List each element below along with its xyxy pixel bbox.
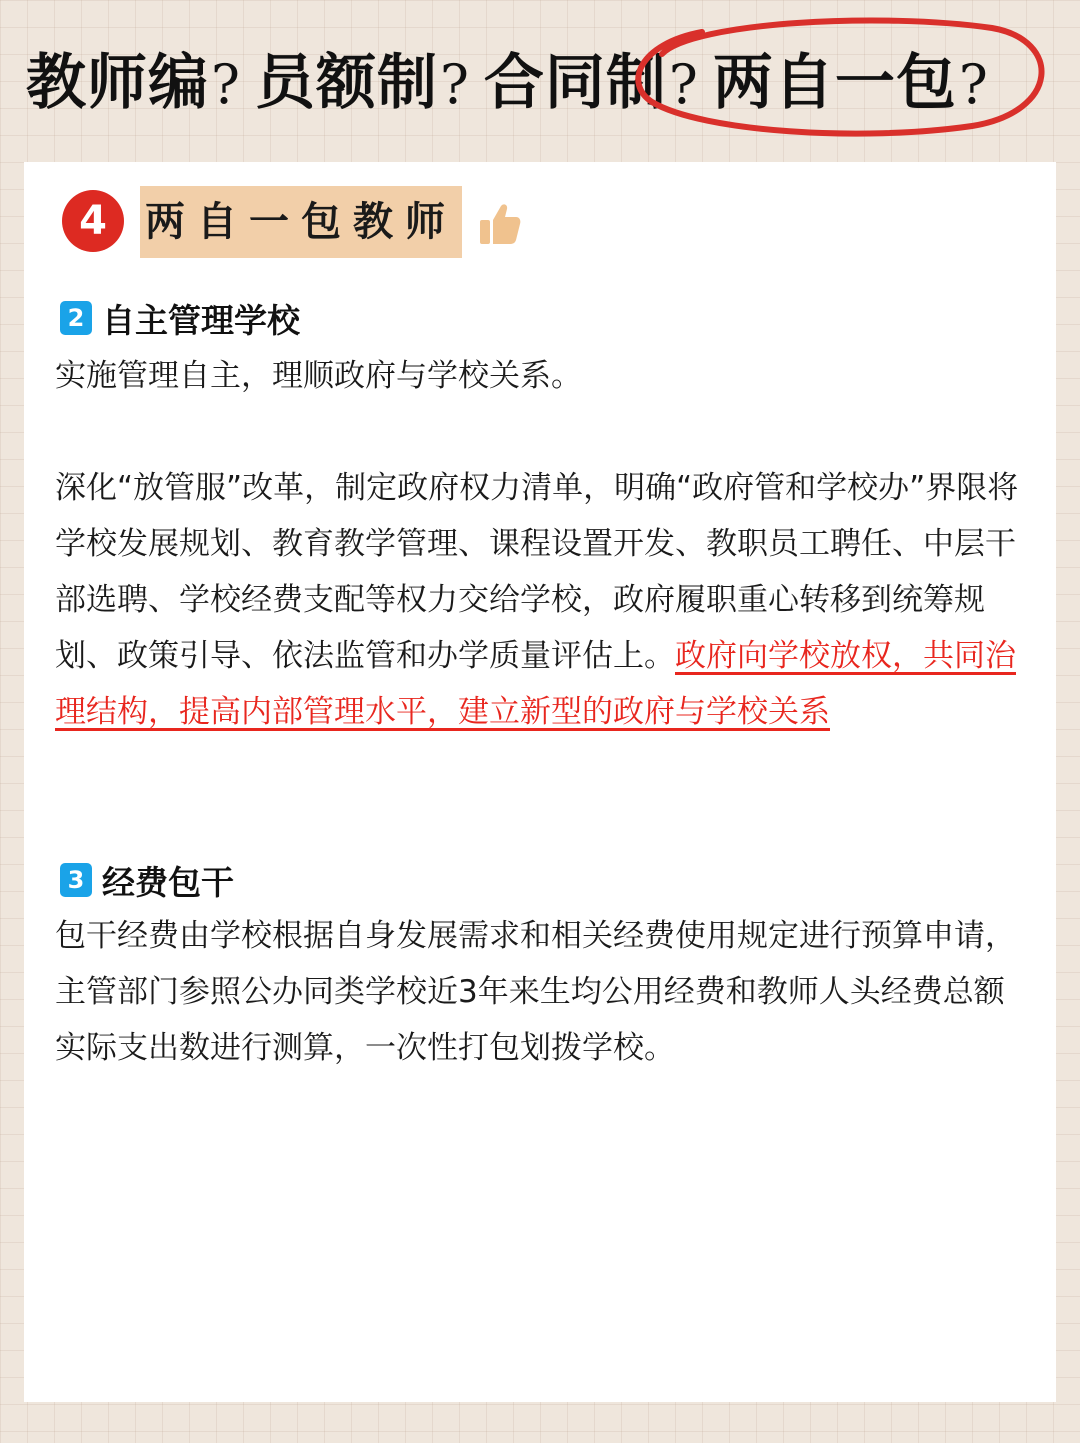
section-number-badge: 4 <box>62 190 124 252</box>
headline-segment: 员额制? <box>254 48 470 118</box>
sub-heading-label: 经费包干 <box>102 862 234 902</box>
thumbs-up-icon <box>476 200 524 248</box>
body-text: 深化“放管服”改革，制定政府权力清单，明确“政府管和学校办”界限将学校发展规划、教育教学管理、课程设置开发、教职员工聘任、中层干部选聘、学校经费支配等权力交给学校，政府履职重心转移到统筹规划、政策引导、依法监管和办学质量评估上。 <box>55 470 1019 674</box>
section-header <box>62 186 562 260</box>
headline-segment: 教师编? <box>26 48 241 118</box>
sub-heading-label: 自主管理学校 <box>102 300 300 340</box>
sub-number-badge: 2 <box>60 301 92 335</box>
headline-segment: 两自一包? <box>712 48 989 118</box>
headline-segment: 合同制? <box>483 48 699 118</box>
sub-heading-funding <box>60 860 234 900</box>
headline <box>26 38 1066 138</box>
sub-number-badge: 3 <box>60 863 92 897</box>
body-paragraph <box>55 460 1031 740</box>
section-title: 两自一包教师 <box>140 186 462 258</box>
body-paragraph: 包干经费由学校根据自身发展需求和相关经费使用规定进行预算申请，主管部门参照公办同类学校近3年来生均公用经费和教师人头经费总额实际支出数进行测算，一次性打包划拨学校。 <box>55 918 1016 1066</box>
content-card <box>24 162 1056 1402</box>
sub-heading-self-management <box>60 298 300 338</box>
emphasis-text: 政府向学校放权，共同治理结构，提高内部管理水平，建立新型的政府与学校关系 <box>55 638 1016 730</box>
summary-text: 实施管理自主，理顺政府与学校关系。 <box>55 358 582 394</box>
